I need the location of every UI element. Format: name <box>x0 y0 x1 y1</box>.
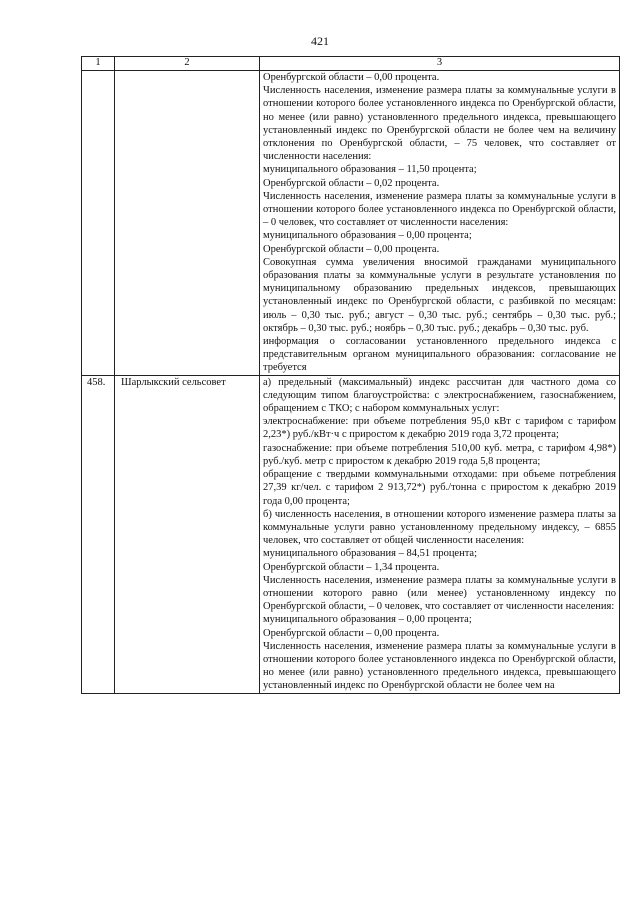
paragraph: муниципального образования – 0,00 процента; <box>263 614 472 626</box>
row-name-cell: Шарлыкский сельсовет <box>115 375 260 693</box>
table-row-458 <box>82 375 620 693</box>
paragraph: Численность населения, изменение размера платы за коммунальные услуги в отношении которого равно (или менее) установленному индексу по Оренбургской области, – 0 человек, что составляет от численности населения: <box>263 574 616 613</box>
paragraph: электроснабжение: при объеме потребления 95,0 кВт с тарифом с тарифом 2,23*) руб./кВт·ч с приростом к декабрю 2019 года 3,72 процента; <box>263 416 616 441</box>
paragraph: муниципального образования – 11,50 процента; <box>263 164 477 176</box>
paragraph: Численность населения, изменение размера платы за коммунальные услуги в отношении которого более установленного индекса по Оренбургской области, но менее (или равно) установленного предельного индекса, превышающего установленный индекс по Оренбургской области не более чем на <box>263 640 616 692</box>
paragraph: Оренбургской области – 0,00 процента. <box>263 72 440 83</box>
page-number: 421 <box>311 34 329 48</box>
row-description-cell <box>260 375 620 693</box>
paragraph: Оренбургской области – 0,02 процента. <box>263 177 440 189</box>
paragraph: Совокупная сумма увеличения вносимой гражданами муниципального образования платы за коммунальные услуги в результате установления по муниципальному образованию предельных индексов, превышающих установленный индекс по Оренбургской области, с разбивкой по месяцам: июль – 0,30 тыс. руб.; август – 0,30 тыс. руб.; сентябрь – 0,30 тыс. руб.; октябрь – 0,30 тыс. руб.; ноябрь – 0,30 тыс. руб.; декабрь – 0,30 тыс. руб. <box>263 256 616 334</box>
paragraph: муниципального образования – 0,00 процента; <box>263 230 472 242</box>
paragraph: Оренбургской области – 0,00 процента. <box>263 243 440 255</box>
paragraph: обращение с твердыми коммунальными отходами: при объеме потребления 27,39 кг/чел. с тарифом 2 913,72*) руб./тонна с приростом к декабрю 2019 года 0,00 процента; <box>263 469 616 507</box>
paragraph: газоснабжение: при объеме потребления 510,00 куб. метра, с тарифом 4,98*) руб./куб. метр с приростом к декабрю 2019 года 5,8 процента; <box>263 442 616 467</box>
paragraph: Численность населения, изменение размера платы за коммунальные услуги в отношении которого более установленного индекса по Оренбургской области, – 0 человек, что составляет от численности населения: <box>263 190 616 229</box>
table-row-continuation <box>82 71 620 376</box>
table-header-row <box>82 57 620 71</box>
data-table <box>81 56 620 694</box>
paragraph: информация о согласовании установленного предельного индекса с представительным органом муниципального образования: согласование не требуется <box>263 336 616 374</box>
paragraph: Оренбургской области – 1,34 процента. <box>263 561 440 573</box>
row-number-cell: 458. <box>82 375 115 693</box>
paragraph: а) предельный (максимальный) индекс рассчитан для частного дома со следующим типом благоустройства: с электроснабжением, газоснабжением, обращением с ТКО; с набором коммунальных услуг: <box>263 376 616 415</box>
row-name-cell <box>115 71 260 376</box>
row-description-cell <box>260 71 620 376</box>
paragraph: Численность населения, изменение размера платы за коммунальные услуги в отношении которого более установленного индекса по Оренбургской области, но менее (или равно) установленного предельного индекса, превышающего установленный индекс по Оренбургской области не более чем на величину отклонения по Оренбургской области, – 75 человек, что составляет от численности населения: <box>263 85 616 163</box>
column-header-3: 3 <box>260 57 620 71</box>
paragraph: б) численность населения, в отношении которого изменение размера платы за коммунальные услуги равно установленному предельному индексу, – 6855 человек, что составляет от общей численности населения: <box>263 508 616 547</box>
paragraph: Оренбургской области – 0,00 процента. <box>263 627 440 639</box>
row-number-cell <box>82 71 115 376</box>
paragraph: муниципального образования – 84,51 процента; <box>263 548 478 560</box>
column-header-1: 1 <box>82 57 115 71</box>
column-header-2: 2 <box>115 57 260 71</box>
